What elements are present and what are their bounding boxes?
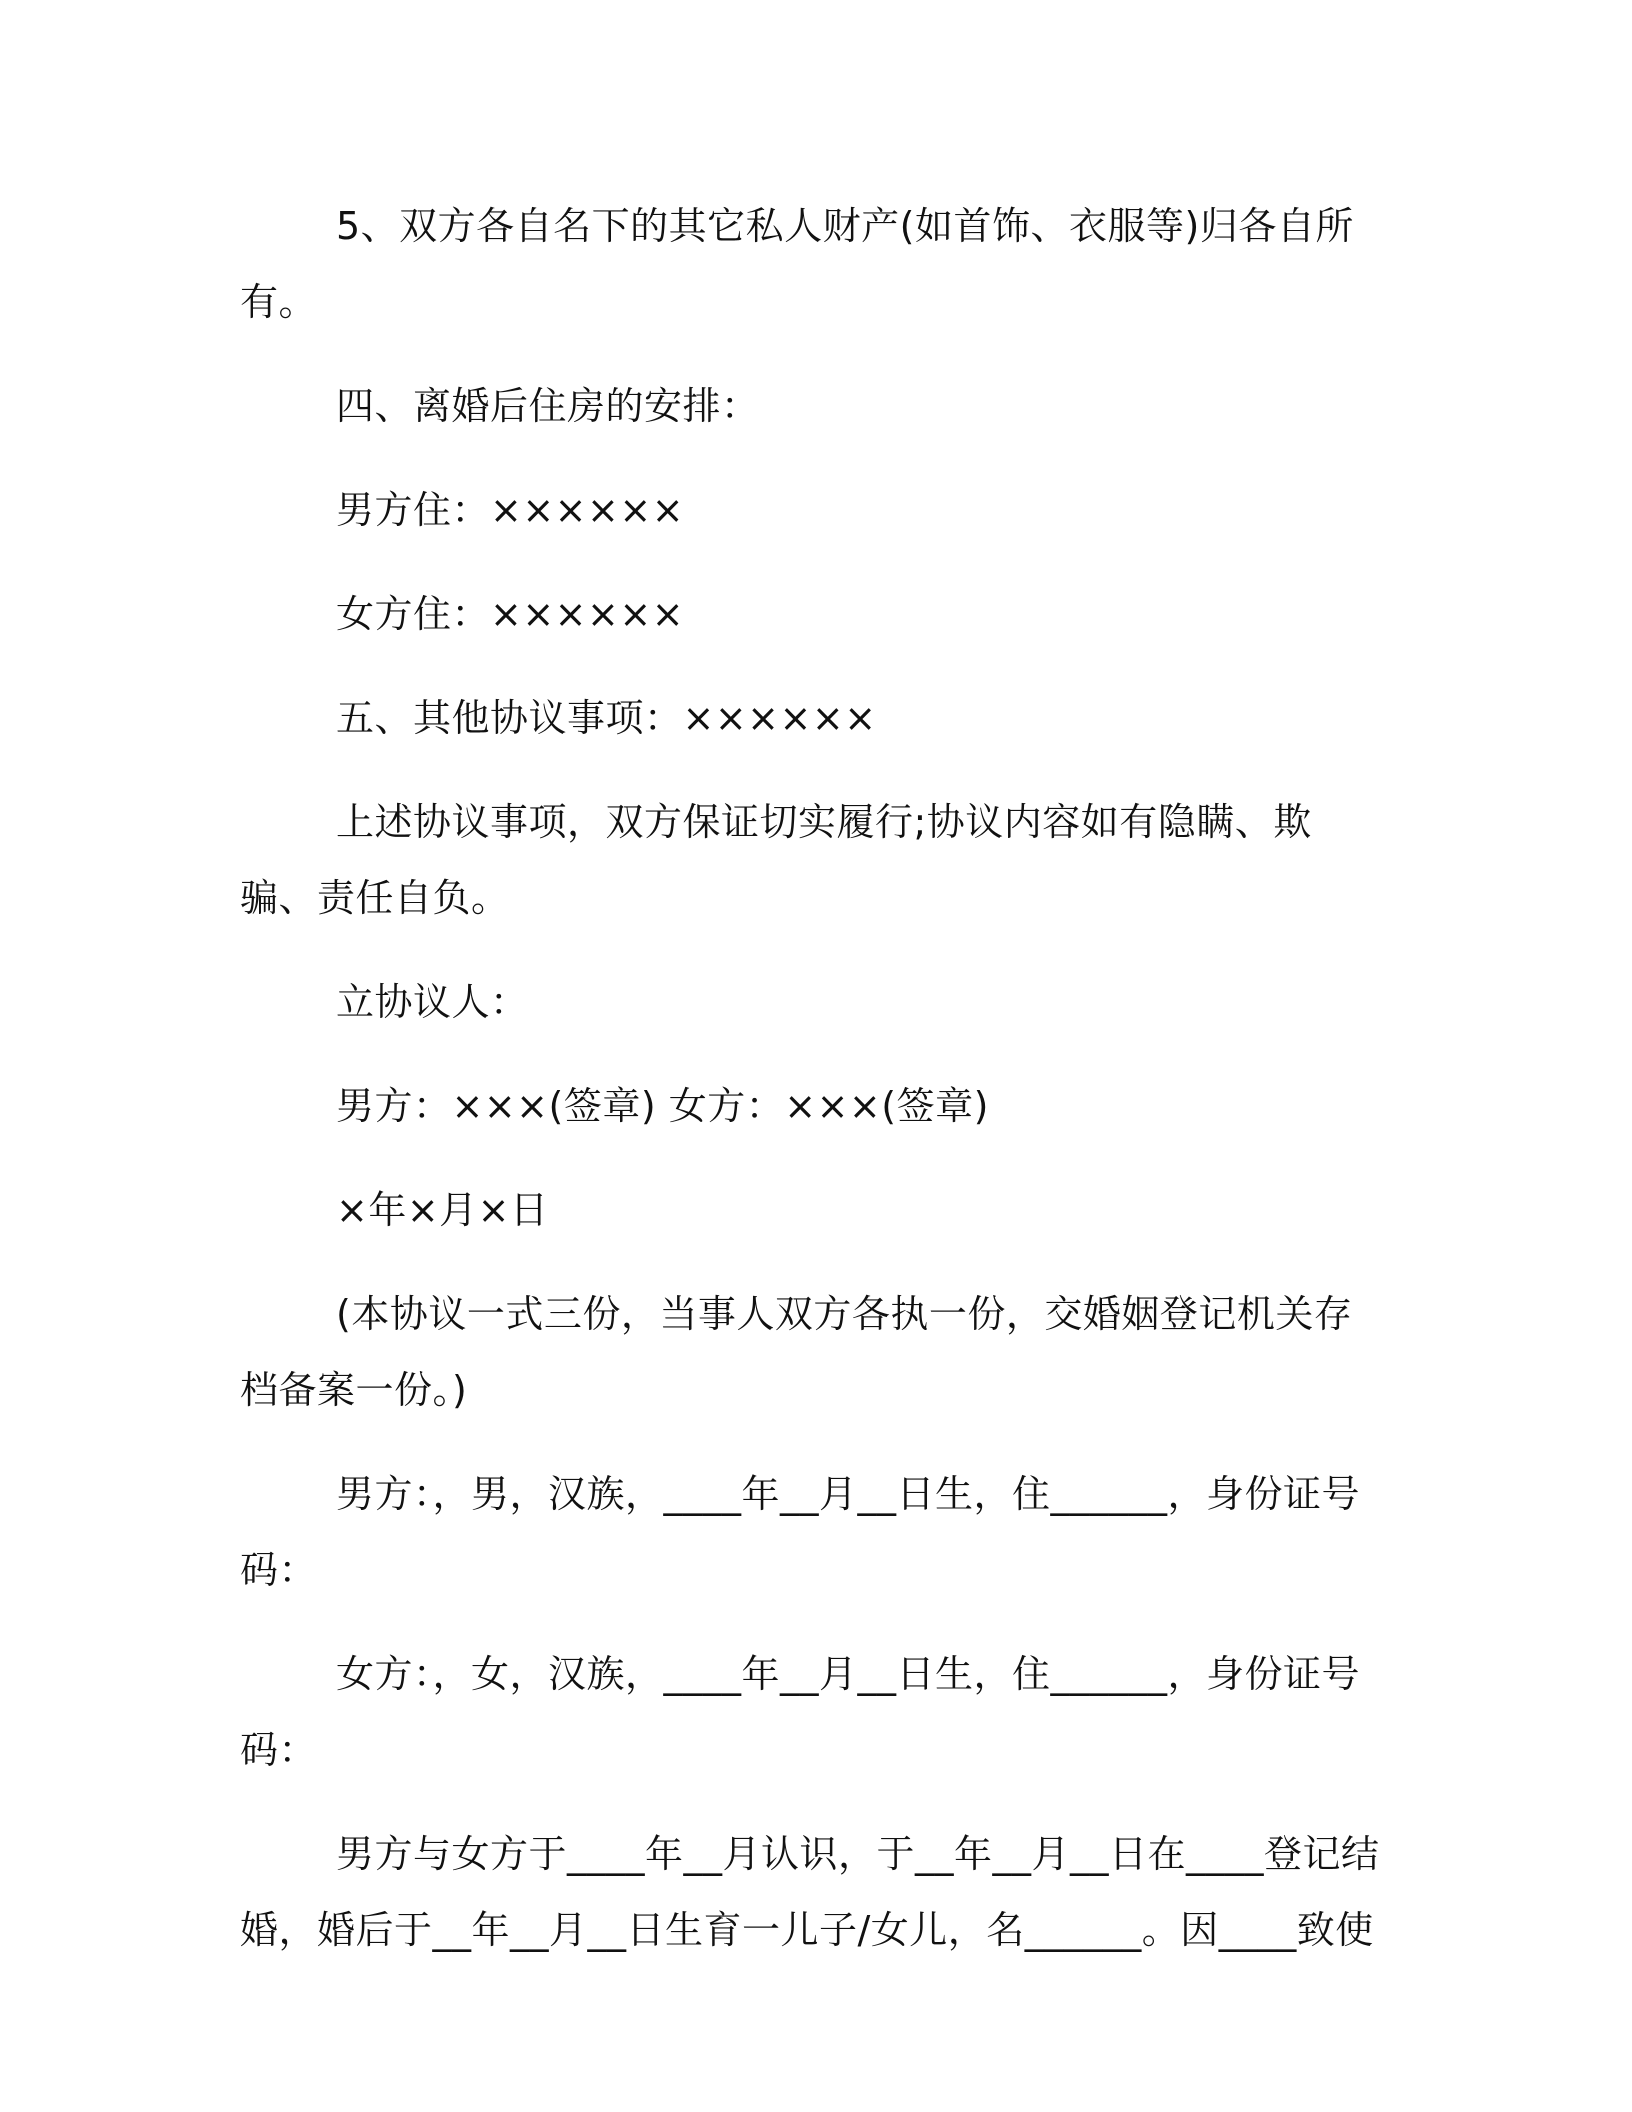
section-other-matters: 五、其他协议事项：×××××× bbox=[336, 696, 877, 740]
signatories-label: 立协议人： bbox=[336, 980, 529, 1024]
housing-female: 女方住：×××××× bbox=[336, 592, 685, 636]
housing-male: 男方住：×××××× bbox=[336, 488, 685, 532]
section-housing-heading: 四、离婚后住房的安排： bbox=[336, 384, 760, 428]
marriage-history: 男方与女方于____年__月认识，于__年__月__日在____登记结婚，婚后于__年__月__日生育一儿子/女儿，名______。因____致使 bbox=[240, 1832, 1380, 1952]
date-line: ×年×月×日 bbox=[336, 1188, 549, 1232]
document-body bbox=[240, 188, 1380, 1996]
female-party-info: 女方：，女，汉族，____年__月__日生，住______，身份证号码： bbox=[240, 1652, 1361, 1772]
clause-private-property: 5、双方各自名下的其它私人财产(如首饰、衣服等)归各自所有。 bbox=[240, 204, 1354, 324]
copies-note: (本协议一式三份，当事人双方各执一份，交婚姻登记机关存档备案一份。) bbox=[240, 1292, 1353, 1412]
guarantee-clause: 上述协议事项，双方保证切实履行;协议内容如有隐瞒、欺骗、责任自负。 bbox=[240, 800, 1312, 920]
signature-line: 男方：×××(签章) 女方：×××(签章) bbox=[336, 1084, 989, 1128]
male-party-info: 男方：，男，汉族，____年__月__日生，住______，身份证号码： bbox=[240, 1472, 1361, 1592]
